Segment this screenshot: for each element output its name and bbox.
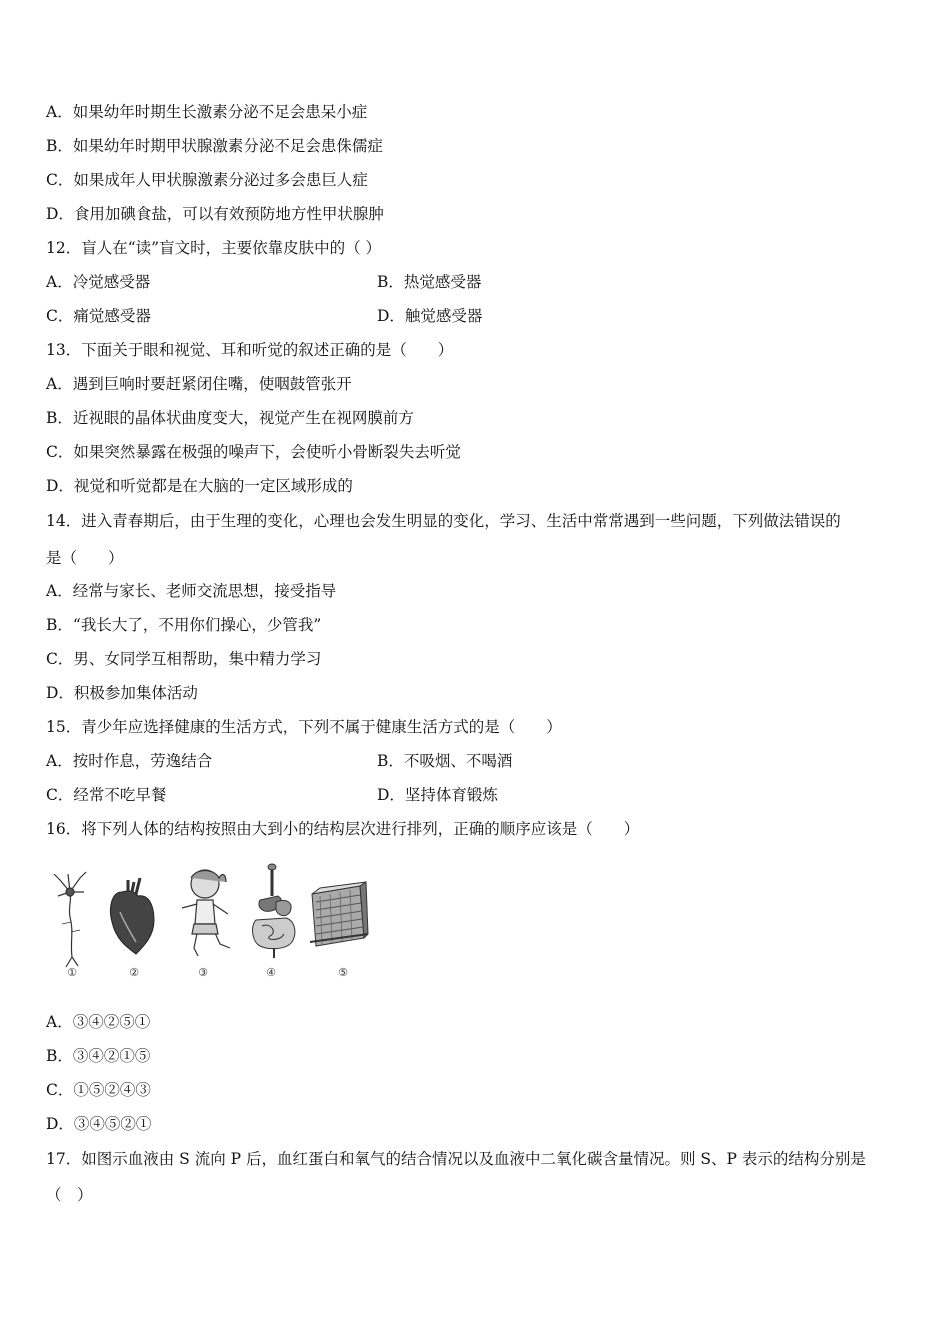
q11-option-a: A．如果幼年时期生长激素分泌不足会患呆小症 <box>46 103 368 121</box>
q17-stem: 17．如图示血液由 S 流向 P 后，血红蛋白和氧气的结合情况以及血液中二氧化碳含量情况。则 S、P 表示的结构分别是 <box>46 1150 866 1168</box>
q14-option-c: C．男、女同学互相帮助，集中精力学习 <box>46 650 322 668</box>
figure-label-1: ① <box>67 966 77 979</box>
q16-stem: 16．将下列人体的结构按照由大到小的结构层次进行排列，正确的顺序应该是（ ） <box>46 820 640 838</box>
q13-option-a: A．遇到巨响时要赶紧闭住嘴，使咽鼓管张开 <box>46 375 352 393</box>
q14-stem: 14．进入青春期后，由于生理的变化，心理也会发生明显的变化，学习、生活中常常遇到一些问题，下列做法错误的 <box>46 512 841 530</box>
q16-option-a: A．③④②⑤① <box>46 1013 151 1031</box>
q12-option-c: C．痛觉感受器 <box>46 307 151 325</box>
q11-option-b: B．如果幼年时期甲状腺激素分泌不足会患侏儒症 <box>46 137 383 155</box>
q14-stem-cont: 是（ ） <box>46 549 124 567</box>
q14-option-b: B．“我长大了，不用你们操心，少管我” <box>46 616 322 634</box>
q16-option-d: D．③④⑤②① <box>46 1115 152 1133</box>
q17-stem-cont: （ ） <box>46 1186 93 1204</box>
q15-option-a: A．按时作息，劳逸结合 <box>46 752 213 770</box>
q13-option-c: C．如果突然暴露在极强的噪声下，会使听小骨断裂失去听觉 <box>46 443 461 461</box>
heart-illustration <box>110 878 154 954</box>
q13-option-b: B．近视眼的晶体状曲度变大，视觉产生在视网膜前方 <box>46 409 414 427</box>
q15-stem: 15．青少年应选择健康的生活方式，下列不属于健康生活方式的是（ ） <box>46 718 562 736</box>
q14-option-a: A．经常与家长、老师交流思想，接受指导 <box>46 582 337 600</box>
figure-label-2: ② <box>129 966 139 979</box>
q13-option-d: D．视觉和听觉都是在大脑的一定区域形成的 <box>46 477 353 495</box>
q15-option-c: C．经常不吃早餐 <box>46 786 167 804</box>
figure-label-3: ③ <box>198 966 208 979</box>
structure-illustrations <box>50 862 370 982</box>
q12-option-d: D．触觉感受器 <box>377 307 483 325</box>
q12-option-a: A．冷觉感受器 <box>46 273 151 291</box>
figure-label-4: ④ <box>266 966 276 979</box>
tissue-illustration <box>310 882 368 946</box>
q14-option-d: D．积极参加集体活动 <box>46 684 198 702</box>
digestive-system-illustration <box>253 864 295 958</box>
q16-figure <box>50 862 370 982</box>
figure-label-5: ⑤ <box>338 966 348 979</box>
q15-option-b: B．不吸烟、不喝酒 <box>377 752 513 770</box>
q12-option-b: B．热觉感受器 <box>377 273 482 291</box>
q13-stem: 13．下面关于眼和视觉、耳和听觉的叙述正确的是（ ） <box>46 341 454 359</box>
q11-option-d: D．食用加碘食盐，可以有效预防地方性甲状腺肿 <box>46 205 384 223</box>
q16-option-b: B．③④②①⑤ <box>46 1047 151 1065</box>
neuron-illustration <box>54 872 86 967</box>
q15-option-d: D．坚持体育锻炼 <box>377 786 498 804</box>
q16-option-c: C．①⑤②④③ <box>46 1081 151 1099</box>
q11-option-c: C．如果成年人甲状腺激素分泌过多会患巨人症 <box>46 171 368 189</box>
q12-stem: 12．盲人在“读”盲文时，主要依靠皮肤中的（ ） <box>46 239 381 257</box>
person-illustration <box>182 870 230 956</box>
